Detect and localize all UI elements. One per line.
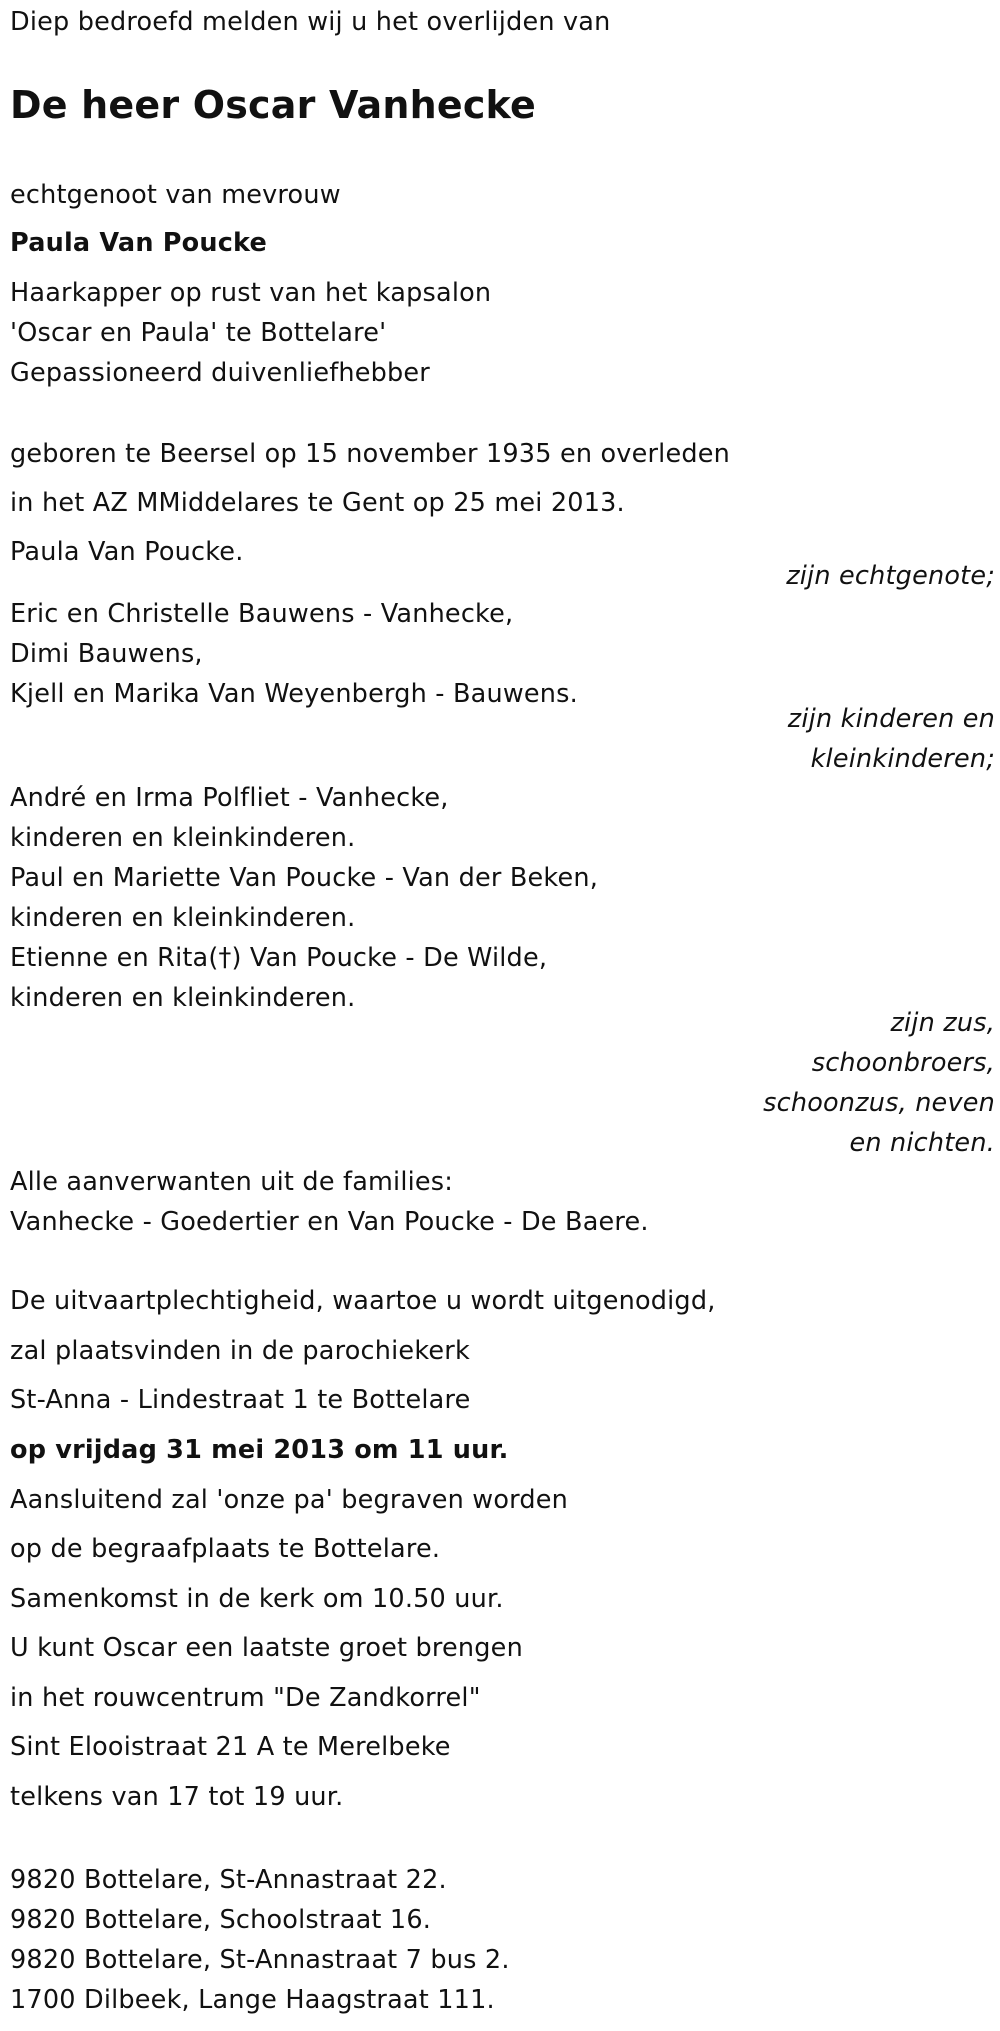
sibling-line: Paul en Mariette Van Poucke - Van der Beken, <box>10 863 599 893</box>
address-line: 9820 Bottelare, St-Annastraat 22. <box>10 1865 447 1895</box>
birth-death-line: geboren te Beersel op 15 november 1935 en overleden <box>10 439 730 469</box>
spouse-line: Paula Van Poucke. <box>10 537 244 567</box>
sibling-line: kinderen en kleinkinderen. <box>10 823 356 853</box>
siblings-relation: zijn zus, <box>890 1008 995 1038</box>
farewell-line: Sint Elooistraat 21 A te Merelbeke <box>10 1732 451 1762</box>
ceremony-line: De uitvaartplechtigheid, waartoe u wordt uitgenodigd, <box>10 1286 716 1316</box>
child-line: Kjell en Marika Van Weyenbergh - Bauwens. <box>10 679 578 709</box>
ceremony-line: St-Anna - Lindestraat 1 te Bottelare <box>10 1385 471 1415</box>
sibling-line: kinderen en kleinkinderen. <box>10 983 356 1013</box>
burial-line: Aansluitend zal 'onze pa' begraven worden <box>10 1485 569 1515</box>
spouse-relation: zijn echtgenote; <box>786 561 995 591</box>
spouse-intro: echtgenoot van mevrouw <box>10 180 341 210</box>
children-relation: zijn kinderen en <box>787 704 995 734</box>
sibling-line: Etienne en Rita(†) Van Poucke - De Wilde, <box>10 943 548 973</box>
sibling-line: André en Irma Polfliet - Vanhecke, <box>10 783 449 813</box>
siblings-relation: schoonbroers, <box>811 1048 995 1078</box>
intro-text: Diep bedroefd melden wij u het overlijden van <box>10 7 611 37</box>
siblings-relation: en nichten. <box>849 1128 995 1158</box>
families-line: Vanhecke - Goedertier en Van Poucke - De Baere. <box>10 1207 649 1237</box>
siblings-relation: schoonzus, neven <box>763 1088 995 1118</box>
children-relation: kleinkinderen; <box>810 744 995 774</box>
burial-line: op de begraafplaats te Bottelare. <box>10 1534 441 1564</box>
farewell-line: U kunt Oscar een laatste groet brengen <box>10 1633 523 1663</box>
address-line: 1700 Dilbeek, Lange Haagstraat 111. <box>10 1985 495 2015</box>
spouse-name: Paula Van Poucke <box>10 228 268 258</box>
birth-death-line: in het AZ MMiddelares te Gent op 25 mei 2013. <box>10 488 625 518</box>
profession-line: Haarkapper op rust van het kapsalon <box>10 278 492 308</box>
child-line: Dimi Bauwens, <box>10 639 203 669</box>
ceremony-line: zal plaatsvinden in de parochiekerk <box>10 1336 470 1366</box>
profession-line: Gepassioneerd duivenliefhebber <box>10 358 430 388</box>
families-line: Alle aanverwanten uit de families: <box>10 1167 454 1197</box>
sibling-line: kinderen en kleinkinderen. <box>10 903 356 933</box>
ceremony-date: op vrijdag 31 mei 2013 om 11 uur. <box>10 1435 509 1465</box>
gathering-line: Samenkomst in de kerk om 10.50 uur. <box>10 1584 504 1614</box>
farewell-line: in het rouwcentrum "De Zandkorrel" <box>10 1683 481 1713</box>
deceased-name: De heer Oscar Vanhecke <box>10 83 536 127</box>
farewell-line: telkens van 17 tot 19 uur. <box>10 1782 344 1812</box>
address-line: 9820 Bottelare, St-Annastraat 7 bus 2. <box>10 1945 510 1975</box>
address-line: 9820 Bottelare, Schoolstraat 16. <box>10 1905 432 1935</box>
child-line: Eric en Christelle Bauwens - Vanhecke, <box>10 599 514 629</box>
profession-line: 'Oscar en Paula' te Bottelare' <box>10 318 387 348</box>
